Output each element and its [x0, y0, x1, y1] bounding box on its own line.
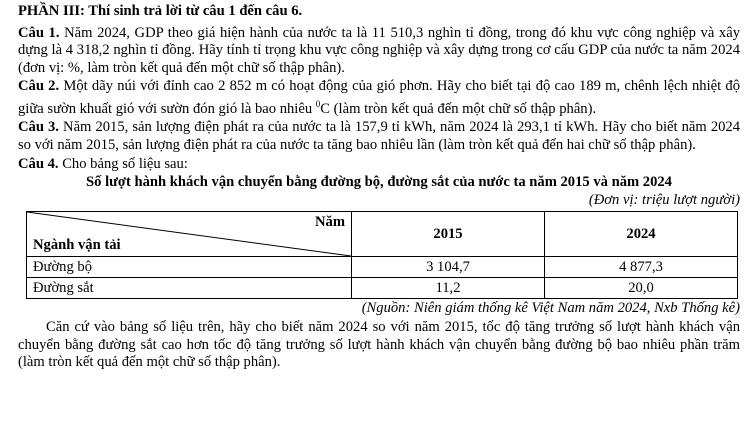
- table-unit: (Đơn vị: triệu lượt người): [588, 191, 740, 208]
- question-1-label: Câu 1.: [18, 24, 60, 41]
- table-header-row: [27, 212, 738, 257]
- data-table: [26, 211, 738, 299]
- table-row: [27, 257, 738, 278]
- question-2-text: Một dãy núi với đỉnh cao 2 852 m có hoạt động của gió phơn. Hãy cho biết tại độ cao 189 m, chênh lệch nhiệt độ giữa sườn khuất gió với sườn đón gió là bao nhiêu: [18, 78, 740, 117]
- question-4: [18, 156, 740, 174]
- header-year-2015: 2015: [352, 212, 545, 257]
- table-source: (Nguồn: Niên giám thống kê Việt Nam năm 2024, Nxb Thống kê): [361, 300, 740, 317]
- row-name-rail: Đường sắt: [27, 278, 352, 299]
- question-3: [18, 119, 740, 154]
- question-4-text: Cho bảng số liệu sau:: [62, 155, 188, 172]
- table-row: [27, 278, 738, 299]
- corner-label-sector: Ngành vận tải: [33, 236, 121, 253]
- question-3-text: Năm 2015, sản lượng điện phát ra của nước ta là 157,9 tỉ kWh, năm 2024 là 293,1 tỉ kWh. Hãy cho biết năm 2024 so với năm 2015, sản lượng điện phát ra của nước ta tăng bao nhiêu lần (làm tròn kết quả đến hai chữ số thập phân).: [18, 119, 741, 154]
- section-title: PHẦN III: Thí sinh trả lời từ câu 1 đến câu 6.: [18, 3, 303, 19]
- question-1: [18, 25, 740, 78]
- question-2-text-end: C (làm tròn kết quả đến một chữ số thập phân).: [320, 100, 597, 117]
- row-name-road: Đường bộ: [27, 257, 352, 278]
- cell-road-2015: 3 104,7: [352, 257, 545, 278]
- table-corner-cell: [27, 212, 352, 257]
- question-2-label: Câu 2.: [18, 78, 60, 95]
- question-3-label: Câu 3.: [18, 119, 59, 136]
- degree-superscript: 0: [315, 98, 321, 109]
- question-1-text: Năm 2024, GDP theo giá hiện hành của nước ta là 11 510,3 nghìn tỉ đồng, trong đó khu vực công nghiệp và xây dựng là 4 318,2 nghìn tỉ đồng. Hãy tính tỉ trọng khu vực công nghiệp và xây dựng trong cơ cấu GDP của nước ta năm 2024 (đơn vị: %, làm tròn kết quả đến một chữ số thập phân).: [18, 24, 741, 76]
- closing-question: Căn cứ vào bảng số liệu trên, hãy cho biết năm 2024 so với năm 2015, tốc độ tăng trưởng số lượt hành khách vận chuyển bằng đường sắt cao hơn tốc độ tăng trưởng số lượt hành khách vận chuyển bằng đường bộ bao nhiêu phần trăm (làm tròn kết quả đến một chữ số thập phân).: [18, 318, 740, 371]
- question-4-label: Câu 4.: [18, 155, 59, 172]
- cell-rail-2024: 20,0: [545, 278, 738, 299]
- question-2: [18, 78, 740, 118]
- cell-road-2024: 4 877,3: [545, 257, 738, 278]
- cell-rail-2015: 11,2: [352, 278, 545, 299]
- table-title: Số lượt hành khách vận chuyển bằng đường bộ, đường sắt của nước ta năm 2015 và năm 2024: [86, 174, 672, 191]
- header-year-2024: 2024: [545, 212, 738, 257]
- corner-label-year: Năm: [315, 214, 345, 231]
